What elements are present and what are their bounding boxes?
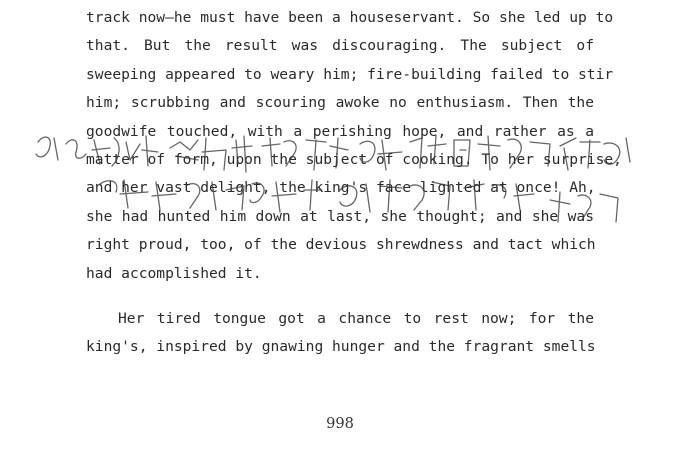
text-line: that. But the result was discouraging. The subject of: [86, 37, 594, 55]
text-line: Her tired tongue got a chance to rest now; for the: [118, 310, 594, 327]
text-line: him; scrubbing and scouring awoke no enthusiasm. Then the: [86, 94, 594, 112]
text-line: matter of form, upon the subject of cooking. To her surprise,: [86, 150, 622, 168]
text-line: right proud, too, of the devious shrewdness and tact which: [86, 236, 596, 254]
handwriting-stroke: [36, 137, 86, 160]
paragraph-2: [86, 305, 594, 362]
text-line: goodwife touched, with a perishing hope, and rather as a: [86, 122, 594, 140]
text-line: track now—he must have been a houseservant. So she led up to: [86, 9, 614, 26]
text-line: sweeping appeared to weary him; fire-building failed to stir: [86, 65, 614, 83]
page-number: 998: [326, 415, 354, 432]
text-line: king's, inspired by gnawing hunger and the fragrant smells: [86, 338, 596, 356]
paragraph-1: [86, 4, 622, 288]
text-line: had accomplished it.: [86, 264, 262, 282]
text-line: she had hunted him down at last, she thought; and she was: [86, 207, 594, 225]
text-line: and her vast delight, the king's face lighted at once! Ah,: [86, 179, 596, 197]
